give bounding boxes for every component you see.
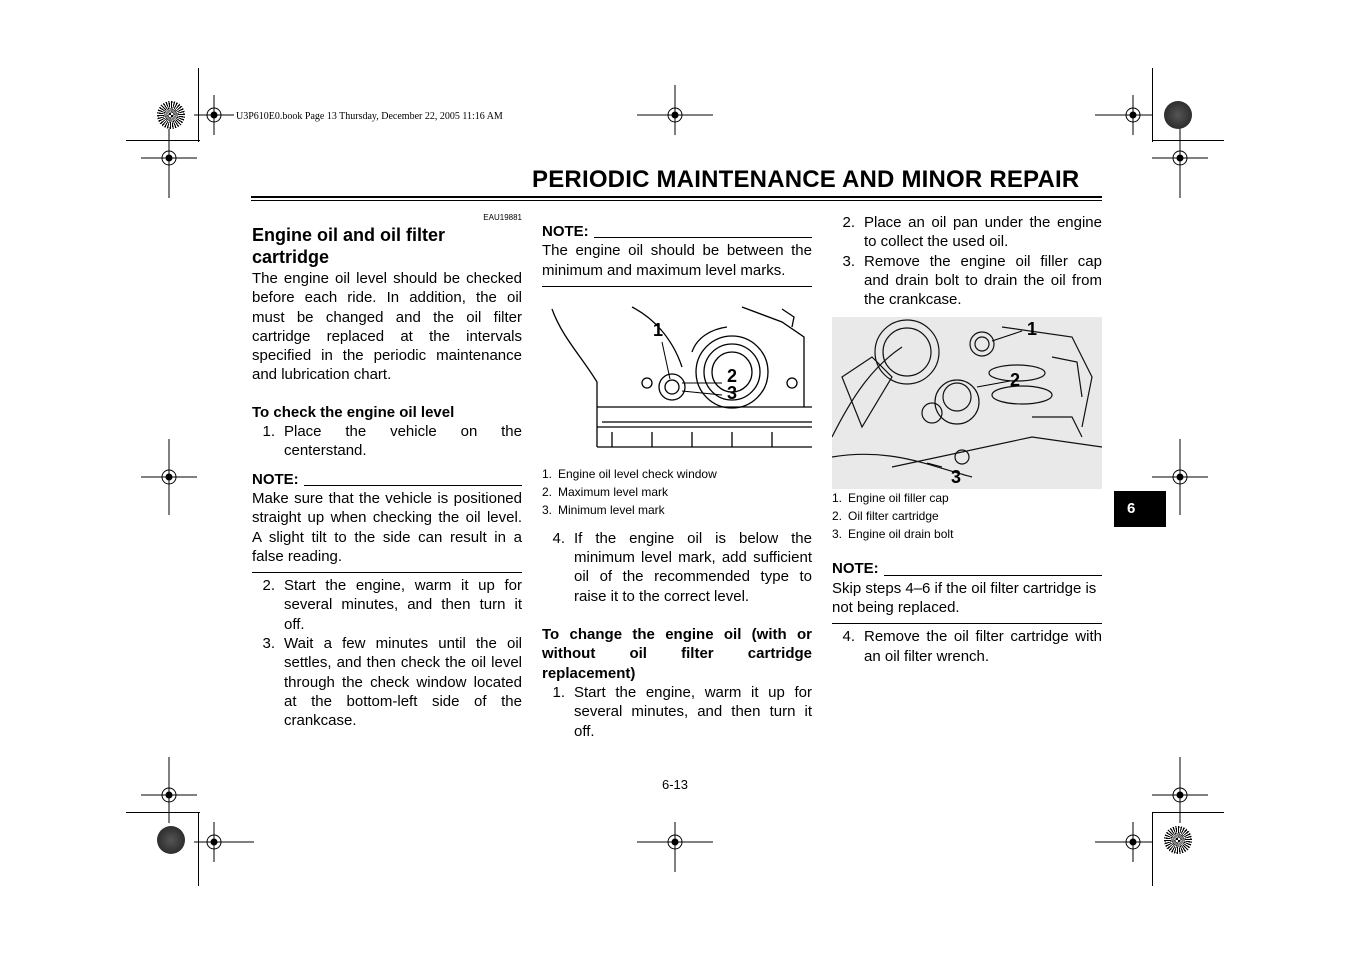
registration-mark-icon [637,822,713,872]
step-1: 1. Start the engine, warm it up for several minutes, and then turn it off. [552,683,812,740]
caption-item: 2. Maximum level mark [542,484,669,499]
caption-item: 3. Minimum level mark [542,502,665,517]
section-heading: Engine oil and oil filter cartridge [252,225,446,267]
document-code: EAU19881 [483,213,522,222]
engine-photo-illustration [832,317,1102,489]
book-info-line: U3P610E0.book Page 13 Thursday, December 22, 2005 11:16 AM [236,111,503,122]
step-4: 4. If the engine oil is below the minimum level mark, add sufficient oil of the recommended type to raise it to the correct level. [552,529,812,605]
note-end-rule [832,623,1102,624]
registration-mark-icon [1095,822,1153,862]
chapter-tab: 6 [1114,491,1166,527]
title-rule [251,196,1102,198]
section-title: PERIODIC MAINTENANCE AND MINOR REPAIR [532,166,1080,193]
note-text: The engine oil should be between the minimum and maximum level marks. [542,242,812,279]
figure-captions [542,465,812,519]
registration-mark-icon [637,85,713,135]
figure-captions [832,489,1102,543]
figure-callout-2: 2 [1010,370,1021,391]
registration-mark-icon [194,822,254,862]
registration-mark-icon [1095,95,1153,135]
step-3: 3. Remove the engine oil filler cap and drain bolt to drain the oil from the crankcase. [842,252,1102,309]
note-heading: NOTE: [252,470,522,489]
subheading-check-oil: To check the engine oil level [252,403,455,421]
step-2: 2. Start the engine, warm it up for several minutes, and then turn it off. [262,577,522,633]
step-2: 2. Place an oil pan under the engine to collect the used oil. [842,214,1102,251]
step-1: 1. Place the vehicle on the centerstand. [262,423,522,460]
registration-mark-icon [1152,128,1208,198]
figure-callout-2: 2 [727,365,738,386]
note-heading: NOTE: [542,222,812,241]
registration-mark-icon [141,128,197,198]
note-heading: NOTE: [832,559,1102,578]
color-bar-rosette-icon [1164,826,1192,854]
registration-mark-icon [1152,757,1208,823]
registration-mark-icon [194,95,234,135]
caption-item: 1. Engine oil filler cap [832,491,949,506]
page-number: 6-13 [662,777,689,792]
color-bar-rosette-icon [157,101,185,129]
note-text: Skip steps 4–6 if the oil filter cartridge is not being replaced. [832,579,1097,617]
registration-mark-icon [141,439,197,515]
caption-item: 1. Engine oil level check window [542,466,717,481]
column-2 [542,222,812,741]
oil-level-window-figure [542,297,812,455]
registration-mark-icon [141,757,197,823]
column-3 [832,213,1102,666]
color-bar-rosette-icon [157,826,185,854]
figure-callout-1: 1 [653,319,664,340]
engine-side-illustration [542,297,812,455]
color-bar-rosette-icon [1164,101,1192,129]
subheading-change-oil: To change the engine oil (with or without oil filter cartridge replacement) [542,626,812,682]
note-text: Make sure that the vehicle is positioned straight up when checking the oil level. A slight tilt to the side can result in a false reading. [252,489,522,565]
title-rule-thin [251,200,1102,201]
oil-filter-photo-figure [832,317,1102,489]
figure-callout-3: 3 [727,382,738,403]
figure-callout-1: 1 [1027,319,1038,340]
step-3: 3. Wait a few minutes until the oil settles, and then check the oil level through the check window located at the bottom-left side of the crankcase. [262,635,522,730]
caption-item: 2. Oil filter cartridge [832,509,939,524]
figure-callout-3: 3 [951,467,962,488]
note-end-rule [252,572,522,573]
column-1 [252,212,522,731]
step-4: 4. Remove the oil filter cartridge with an oil filter wrench. [842,628,1102,665]
caption-item: 3. Engine oil drain bolt [832,527,954,542]
note-end-rule [542,286,812,287]
intro-paragraph: The engine oil level should be checked before each ride. In addition, the oil must be changed and the oil filter cartridge replaced at the intervals specified in the periodic maintenance and lubrication chart. [252,270,522,384]
